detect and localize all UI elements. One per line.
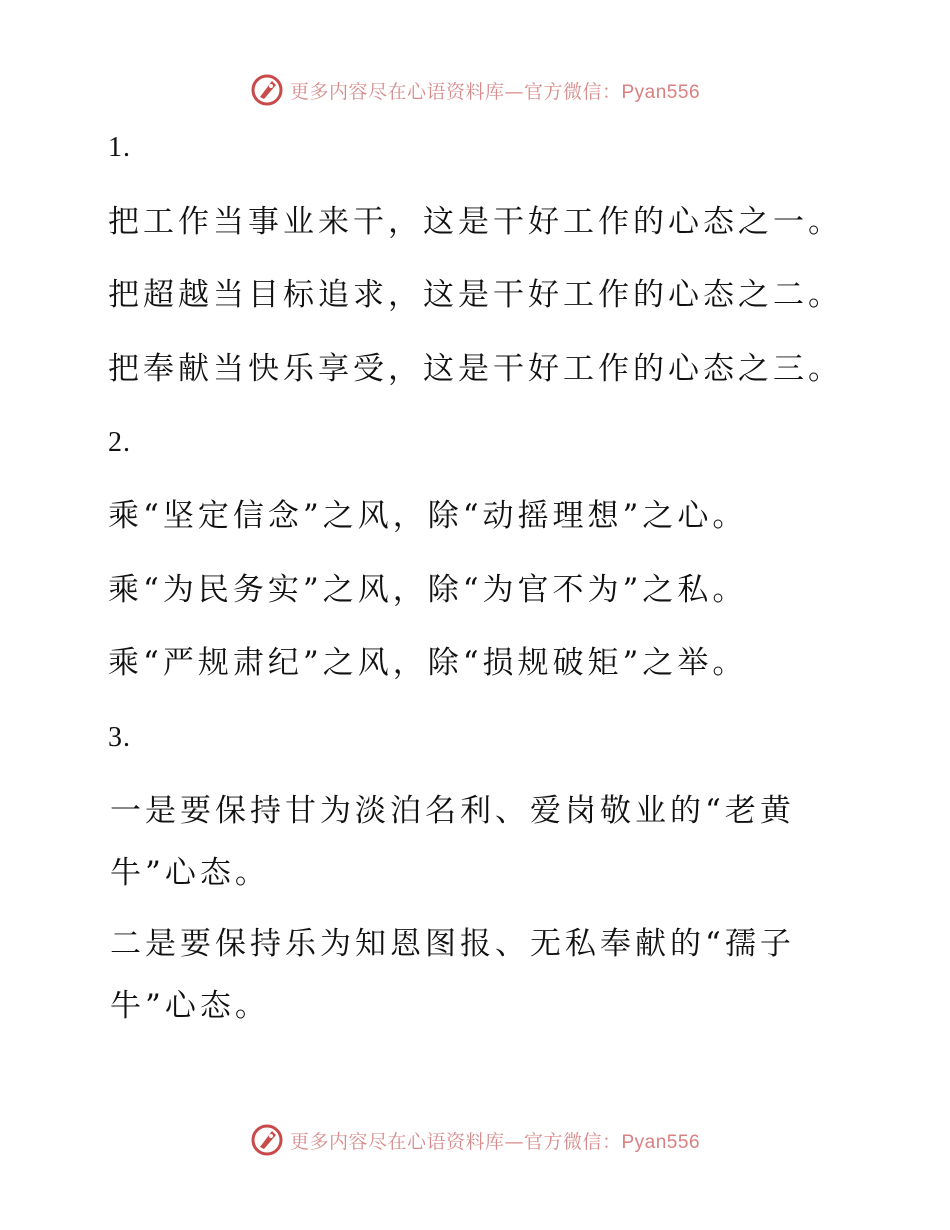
- section-number: 2.: [108, 427, 131, 458]
- footer-watermark: [0, 1120, 950, 1160]
- body-line: 乘“为民务实”之风，除“为官不为”之私。: [108, 572, 748, 608]
- body-line: 把奉献当快乐享受，这是干好工作的心态之三。: [108, 351, 843, 387]
- pen-nib-logo-icon: [250, 73, 284, 107]
- body-line: 把工作当事业来干，这是干好工作的心态之一。: [108, 204, 843, 240]
- watermark-text: [290, 77, 700, 104]
- watermark-wechat-id: Pyan556: [621, 1131, 701, 1153]
- section-number: 1.: [108, 132, 131, 163]
- body-line: 乘“坚定信念”之风，除“动摇理想”之心。: [108, 498, 748, 534]
- watermark-text-cn: 更多内容尽在心语资料库—官方微信：: [289, 80, 622, 103]
- body-line: 把超越当目标追求，这是干好工作的心态之二。: [108, 277, 843, 313]
- watermark-wechat-id: Pyan556: [621, 81, 701, 103]
- paragraph-text: 一是要保持甘为淡泊名利、爱岗敬业的“老黄牛”心态。: [110, 793, 795, 891]
- section-number: 3.: [108, 722, 131, 753]
- pen-nib-logo-icon: [250, 1123, 284, 1157]
- body-line: 乘“严规肃纪”之风，除“损规破矩”之举。: [108, 645, 748, 681]
- header-watermark: [0, 70, 950, 110]
- body-paragraph: [98, 913, 818, 1037]
- watermark-text-cn: 更多内容尽在心语资料库—官方微信：: [289, 1130, 622, 1153]
- body-paragraph: [98, 780, 818, 904]
- paragraph-text: 二是要保持乐为知恩图报、无私奉献的“孺子牛”心态。: [110, 926, 795, 1024]
- watermark-text: [290, 1127, 700, 1154]
